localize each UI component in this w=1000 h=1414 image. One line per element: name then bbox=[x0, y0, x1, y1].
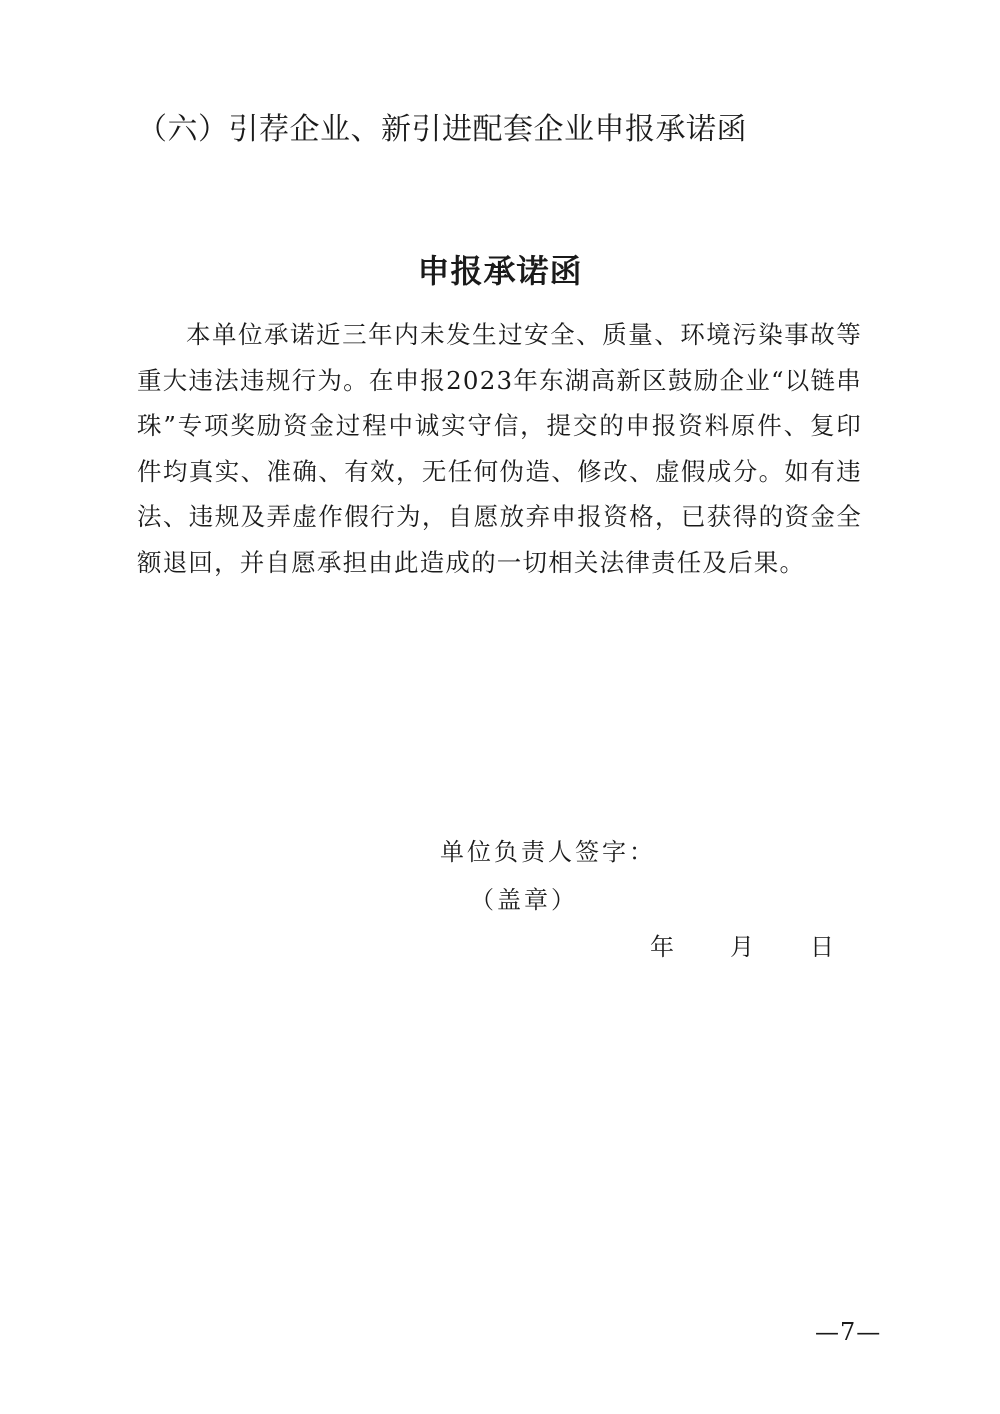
commitment-body-text: 本单位承诺近三年内未发生过安全、质量、环境污染事故等重大违法违规行为。在申报2023年东湖高新区鼓励企业“以链串珠”专项奖励资金过程中诚实守信，提交的申报资料原件、复印件均真实、准确、有效，无任何伪造、修改、虚假成分。如有违法、违规及弄虚作假行为，自愿放弃申报资格，已获得的资金全额退回，并自愿承担由此造成的一切相关法律责任及后果。 bbox=[137, 320, 862, 577]
date-year-label: 年 bbox=[650, 933, 674, 961]
seal-label: （盖章） bbox=[470, 886, 578, 914]
page-number: —7— bbox=[815, 1318, 882, 1346]
date-month-label: 月 bbox=[730, 933, 754, 961]
date-day-label: 日 bbox=[810, 933, 834, 961]
signature-label: 单位负责人签字： bbox=[440, 838, 656, 866]
section-heading: （六）引荐企业、新引进配套企业申报承诺函 bbox=[137, 112, 747, 147]
document-title: 申报承诺函 bbox=[417, 252, 583, 290]
